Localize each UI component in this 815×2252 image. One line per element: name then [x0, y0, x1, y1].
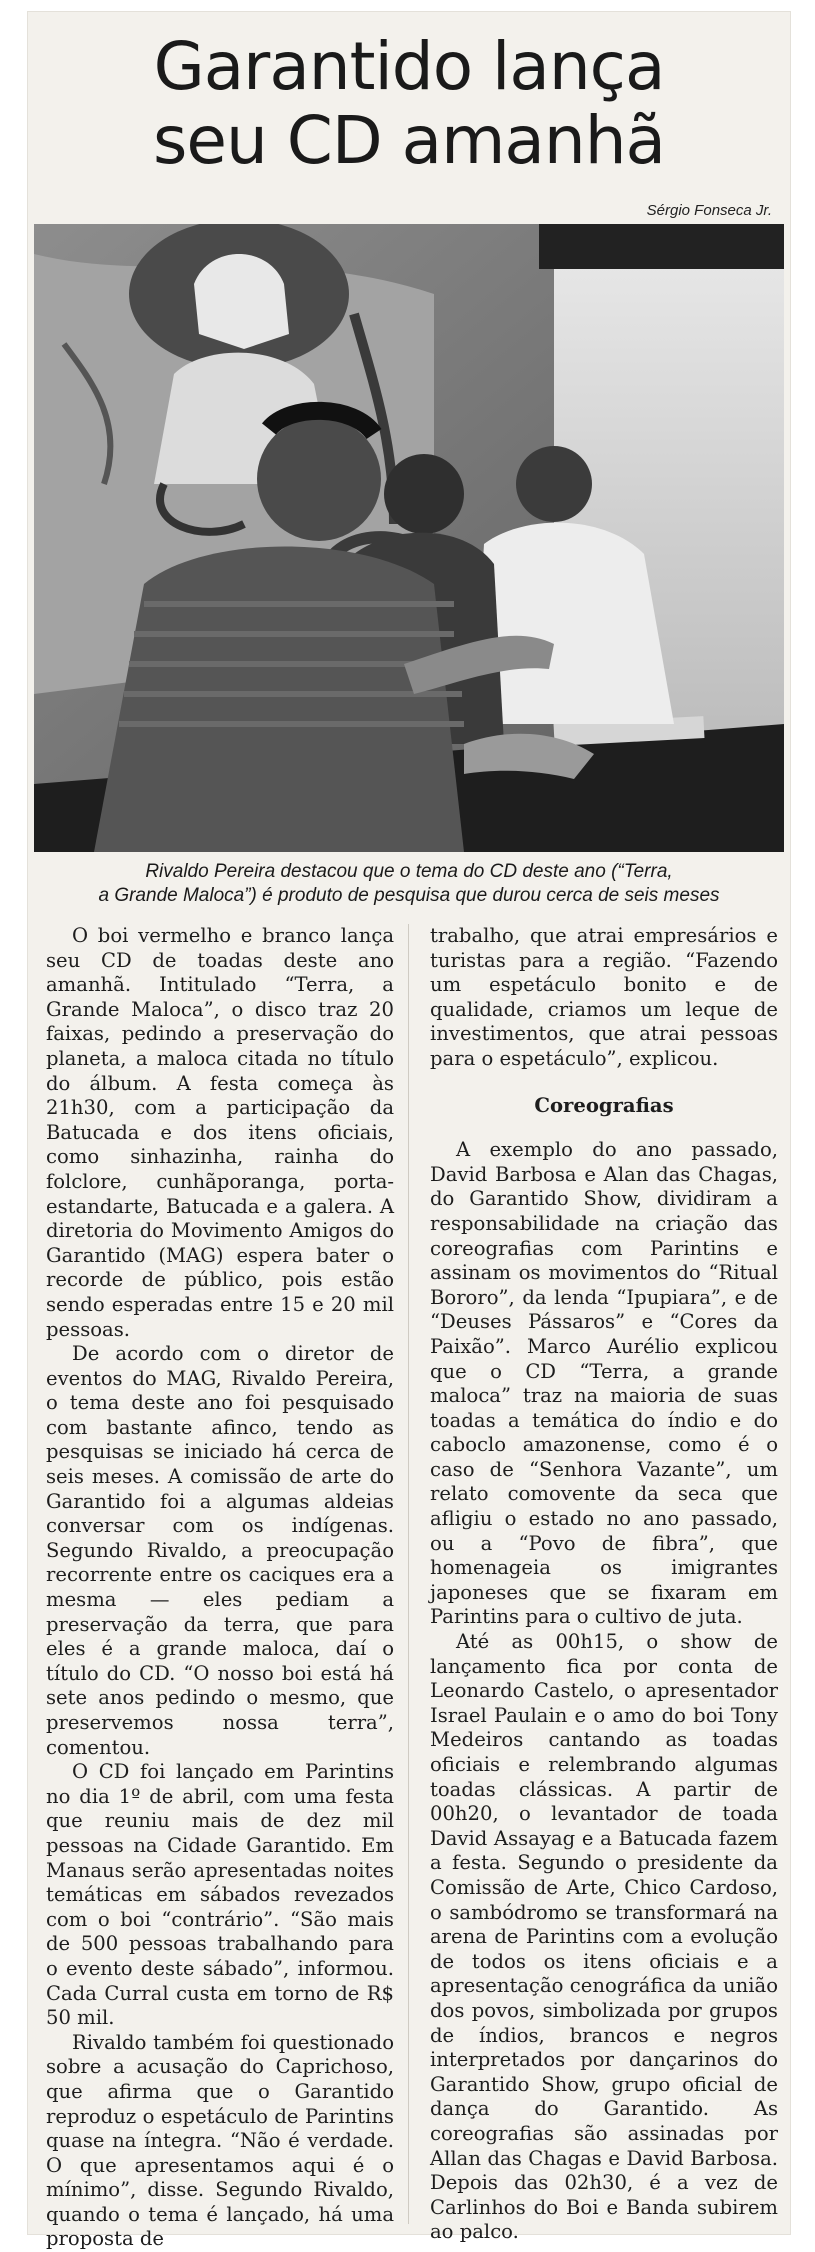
photo-credit: Sérgio Fonseca Jr. — [646, 202, 772, 219]
article-column-left — [46, 924, 394, 2252]
article-column-right — [430, 924, 778, 2245]
headline-line-2: seu CD amanhã — [153, 102, 665, 179]
headline — [28, 30, 790, 178]
press-conference-photo — [34, 224, 784, 852]
column-divider — [408, 924, 409, 2224]
newspaper-clipping — [28, 12, 790, 2251]
paragraph: De acordo com o diretor de eventos do MAG, Rivaldo Pereira, o tema deste ano foi pesquisado com bastante afinco, tendo as pesquisas se iniciado há cerca de seis meses. A comissão de arte do Garantido foi a algumas aldeias conversar com os indígenas. Segundo Rivaldo, a preocupação recorrente entre os caciques era a mesma — eles pediam a preservação da terra, que para eles é a grande maloca, daí o título do CD. “O nosso boi está há sete anos pedindo o mesmo, que preservemos nossa terra”, comentou. — [46, 1342, 394, 1759]
paragraph: Até as 00h15, o show de lançamento fica por conta de Leonardo Castelo, o apresentador Israel Paulain e o amo do boi Tony Medeiros cantando as toadas oficiais e relembrando algumas toadas clássicas. A partir de 00h20, o levantador de toada David Assayag e a Batucada fazem a festa. Segundo o presidente da Comissão de Arte, Chico Cardoso, o sambódromo se transformará na arena de Parintins com a evolução de todos os itens oficiais e a apresentação cenográfica da união dos povos, simbolizada por grupos de índios, brancos e negros interpretados por dançarinos do Garantido Show, grupo oficial de dança do Garantido. As coreografias são assinadas por Allan das Chagas e David Barbosa. Depois das 02h30, é a vez de Carlinhos do Boi e Banda subirem ao palco. — [430, 1630, 778, 2244]
paragraph: O CD foi lançado em Parintins no dia 1º de abril, com uma festa que reuniu mais de dez mil pessoas na Cidade Garantido. Em Manaus serão apresentadas noites temáticas em sábados revezados com o boi “contrário”. “São mais de 500 pessoas trabalhando para o evento deste sábado”, informou. Cada Curral custa em torno de R$ 50 mil. — [46, 1760, 394, 2030]
subheading: Coreografias — [534, 1093, 674, 1117]
caption-line-2: a Grande Maloca”) é produto de pesquisa que durou cerca de seis meses — [98, 885, 720, 906]
headline-line-1: Garantido lança — [153, 28, 665, 105]
paragraph: Rivaldo também foi questionado sobre a acusação do Caprichoso, que afirma que o Garantido reproduz o espetáculo de Parintins quase na íntegra. “Não é verdade. O que apresentamos aqui é o mínimo”, disse. Segundo Rivaldo, quando o tema é lançado, há uma proposta de — [46, 2030, 394, 2251]
caption-line-1: Rivaldo Pereira destacou que o tema do CD deste ano (“Terra, — [145, 861, 673, 882]
paragraph: O boi vermelho e branco lança seu CD de toadas deste ano amanhã. Intitulado “Terra, a Grande Maloca”, o disco traz 20 faixas, pedindo a preservação do planeta, a maloca citada no título do álbum. A festa começa às 21h30, com a participação da Batucada e dos itens oficiais, como sinhazinha, rainha do folclore, cunhãporanga, porta-estandarte, Batucada e a galera. A diretoria do Movimento Amigos do Garantido (MAG) espera bater o recorde de público, pois estão sendo esperadas entre 15 e 20 mil pessoas. — [46, 924, 394, 1341]
paragraph: A exemplo do ano passado, David Barbosa e Alan das Chagas, do Garantido Show, dividiram a responsabilidade na criação das coreografias com Parintins e assinam os movimentos do “Ritual Bororo”, da lenda “Ipupiara”, e de “Deuses Pássaros” e “Cores da Paixão”. Marco Aurélio explicou que o CD “Terra, a grande maloca” traz na maioria de suas toadas a temática do índio e do caboclo amazonense, como é o caso de “Senhora Vazante”, um relato comovente da seca que afligiu o estado no ano passado, ou a “Povo de fibra”, que homenageia os imigrantes japoneses que se fixaram em Parintins para o cultivo de juta. — [430, 1138, 778, 1629]
paragraph-continued: trabalho, que atrai empresários e turistas para a região. “Fazendo um espetáculo bonito e de qualidade, criamos um leque de investimentos, que atrai pessoas para o espetáculo”, explicou. — [430, 924, 778, 1070]
photo-caption — [28, 860, 790, 908]
article-photo — [34, 224, 784, 852]
